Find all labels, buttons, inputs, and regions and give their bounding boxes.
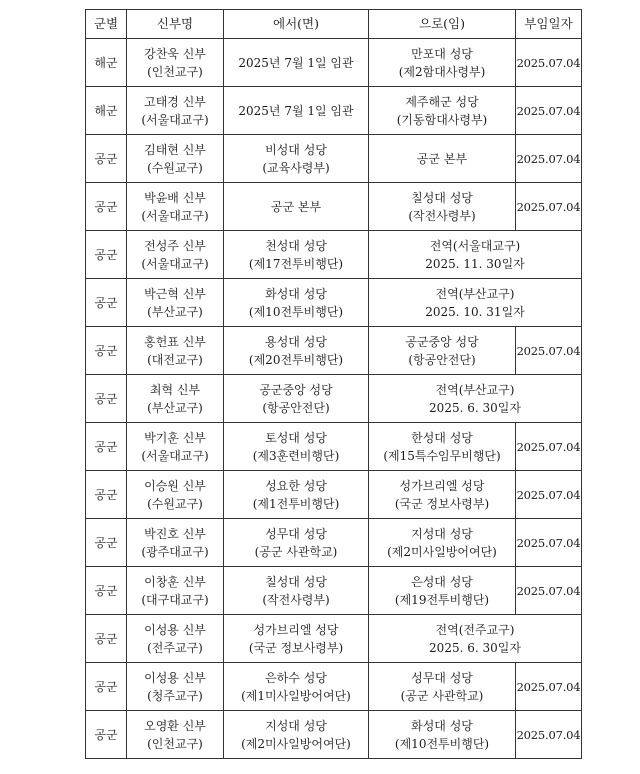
from-line-1: 천성대 성당: [265, 238, 327, 253]
priest-diocese: (서울대교구): [141, 208, 209, 223]
table-row: [86, 423, 582, 471]
table-row: [86, 615, 582, 663]
to-line-2: 2025. 6. 30일자: [429, 400, 521, 415]
header-branch: 군별: [86, 10, 127, 39]
to-line-2: (국군 정보사령부): [394, 496, 490, 511]
to-line-1: 공군중앙 성당: [405, 334, 479, 349]
cell-from: [224, 471, 369, 519]
cell-from: [224, 39, 369, 87]
from-line-1: 성무대 성당: [265, 526, 327, 541]
priest-name: 박진호 신부: [144, 526, 206, 541]
priest-name: 김태현 신부: [144, 142, 206, 157]
from-line-1: 2025년 7월 1일 임관: [238, 103, 354, 118]
table-row: [86, 327, 582, 375]
cell-branch: 해군: [86, 87, 127, 135]
cell-branch: 공군: [86, 327, 127, 375]
to-line-2: 2025. 10. 31일자: [425, 304, 525, 319]
table-row: [86, 567, 582, 615]
table-row: [86, 471, 582, 519]
from-line-2: (제2미사일방어여단): [241, 736, 351, 751]
from-line-2: (교육사령부): [262, 160, 330, 175]
to-line-1: 전역(전주교구): [435, 622, 515, 637]
priest-name: 박기훈 신부: [144, 430, 206, 445]
cell-priest: [127, 183, 224, 231]
cell-priest: [127, 519, 224, 567]
cell-priest: [127, 471, 224, 519]
table-row: [86, 231, 582, 279]
cell-branch: 공군: [86, 423, 127, 471]
header-to: 으로(임): [369, 10, 516, 39]
to-line-1: 한성대 성당: [411, 430, 473, 445]
cell-priest: [127, 423, 224, 471]
cell-priest: [127, 615, 224, 663]
cell-branch: 공군: [86, 135, 127, 183]
cell-from: [224, 279, 369, 327]
cell-from: [224, 231, 369, 279]
priest-diocese: (부산교구): [147, 304, 203, 319]
to-line-2: (작전사령부): [408, 208, 476, 223]
cell-date: 2025.07.04: [516, 519, 582, 567]
cell-from: [224, 183, 369, 231]
cell-branch: 공군: [86, 279, 127, 327]
header-row: [86, 10, 582, 39]
from-line-1: 공군중앙 성당: [259, 382, 333, 397]
from-line-2: (공군 사관학교): [254, 544, 338, 559]
cell-to: [369, 567, 516, 615]
table-row: [86, 519, 582, 567]
cell-to: [369, 39, 516, 87]
to-line-1: 공군 본부: [416, 151, 468, 166]
from-line-1: 은하수 성당: [265, 670, 327, 685]
table-body: [86, 39, 582, 759]
to-line-1: 전역(부산교구): [435, 382, 515, 397]
to-line-2: (항공안전단): [408, 352, 476, 367]
from-line-1: 성요한 성당: [265, 478, 327, 493]
priest-name: 박근혁 신부: [144, 286, 206, 301]
cell-priest: [127, 39, 224, 87]
priest-name: 홍헌표 신부: [144, 334, 206, 349]
priest-diocese: (청주교구): [147, 688, 203, 703]
cell-to: [369, 87, 516, 135]
header-date: 부임일자: [516, 10, 582, 39]
cell-priest: [127, 663, 224, 711]
cell-from: [224, 87, 369, 135]
to-line-2: (제2함대사령부): [398, 64, 486, 79]
priest-diocese: (인천교구): [147, 64, 203, 79]
to-line-2: (기동함대사령부): [396, 112, 488, 127]
cell-branch: 공군: [86, 567, 127, 615]
from-line-2: (항공안전단): [262, 400, 330, 415]
priest-name: 강찬욱 신부: [144, 46, 206, 61]
cell-from: [224, 663, 369, 711]
priest-name: 이창훈 신부: [144, 574, 206, 589]
to-line-2: (공군 사관학교): [400, 688, 484, 703]
cell-to: [369, 519, 516, 567]
cell-priest: [127, 135, 224, 183]
cell-date: 2025.07.04: [516, 423, 582, 471]
priest-diocese: (부산교구): [147, 400, 203, 415]
cell-from: [224, 375, 369, 423]
to-line-2: (제19전투비행단): [394, 592, 490, 607]
cell-to: [369, 375, 582, 423]
to-line-1: 만포대 성당: [411, 46, 473, 61]
cell-branch: 공군: [86, 375, 127, 423]
from-line-1: 화성대 성당: [265, 286, 327, 301]
cell-to: [369, 327, 516, 375]
priest-name: 전성주 신부: [144, 238, 206, 253]
from-line-1: 비성대 성당: [265, 142, 327, 157]
from-line-1: 용성대 성당: [265, 334, 327, 349]
cell-from: [224, 135, 369, 183]
cell-branch: 공군: [86, 663, 127, 711]
header-from: 에서(면): [224, 10, 369, 39]
cell-date: 2025.07.04: [516, 183, 582, 231]
cell-from: [224, 615, 369, 663]
priest-diocese: (인천교구): [147, 736, 203, 751]
priest-name: 이성용 신부: [144, 670, 206, 685]
to-line-1: 은성대 성당: [411, 574, 473, 589]
cell-priest: [127, 567, 224, 615]
cell-to: [369, 183, 516, 231]
table-row: [86, 279, 582, 327]
table-row: [86, 135, 582, 183]
from-line-1: 2025년 7월 1일 임관: [238, 55, 354, 70]
table-row: [86, 183, 582, 231]
cell-branch: 공군: [86, 711, 127, 759]
priest-diocese: (수원교구): [147, 496, 203, 511]
cell-priest: [127, 231, 224, 279]
priest-name: 오영환 신부: [144, 718, 206, 733]
cell-to: [369, 615, 582, 663]
from-line-2: (제1전투비행단): [252, 496, 340, 511]
cell-from: [224, 711, 369, 759]
from-line-1: 칠성대 성당: [265, 574, 327, 589]
priest-diocese: (대구대교구): [141, 592, 209, 607]
header-name: 신부명: [127, 10, 224, 39]
priest-name: 고태경 신부: [144, 94, 206, 109]
cell-branch: 공군: [86, 615, 127, 663]
cell-date: 2025.07.04: [516, 87, 582, 135]
cell-priest: [127, 279, 224, 327]
cell-branch: 해군: [86, 39, 127, 87]
from-line-2: (제10전투비행단): [248, 304, 344, 319]
to-line-1: 전역(부산교구): [435, 286, 515, 301]
priest-diocese: (서울대교구): [141, 448, 209, 463]
from-line-1: 성가브리엘 성당: [253, 622, 339, 637]
priest-name: 박윤배 신부: [144, 190, 206, 205]
priest-name: 최혁 신부: [149, 382, 201, 397]
to-line-1: 전역(서울대교구): [429, 238, 521, 253]
cell-to: [369, 471, 516, 519]
from-line-2: (제20전투비행단): [248, 352, 344, 367]
cell-to: [369, 279, 582, 327]
priest-diocese: (전주교구): [147, 640, 203, 655]
to-line-2: (제10전투비행단): [394, 736, 490, 751]
table-row: [86, 663, 582, 711]
from-line-2: (국군 정보사령부): [248, 640, 344, 655]
appointment-table: [85, 9, 582, 759]
cell-to: [369, 135, 516, 183]
cell-priest: [127, 327, 224, 375]
from-line-1: 지성대 성당: [265, 718, 327, 733]
from-line-1: 토성대 성당: [265, 430, 327, 445]
to-line-1: 화성대 성당: [411, 718, 473, 733]
cell-to: [369, 423, 516, 471]
priest-name: 이성용 신부: [144, 622, 206, 637]
from-line-2: (작전사령부): [262, 592, 330, 607]
cell-to: [369, 663, 516, 711]
cell-date: 2025.07.04: [516, 663, 582, 711]
cell-priest: [127, 375, 224, 423]
to-line-1: 지성대 성당: [411, 526, 473, 541]
cell-priest: [127, 87, 224, 135]
cell-priest: [127, 711, 224, 759]
cell-to: [369, 711, 516, 759]
cell-from: [224, 423, 369, 471]
from-line-2: (제1미사일방어여단): [241, 688, 351, 703]
cell-date: 2025.07.04: [516, 567, 582, 615]
from-line-2: (제3훈련비행단): [252, 448, 340, 463]
to-line-1: 제주해군 성당: [405, 94, 479, 109]
cell-branch: 공군: [86, 519, 127, 567]
to-line-2: (제15특수임무비행단): [383, 448, 501, 463]
priest-name: 이승원 신부: [144, 478, 206, 493]
priest-diocese: (수원교구): [147, 160, 203, 175]
priest-diocese: (서울대교구): [141, 256, 209, 271]
to-line-2: (제2미사일방어여단): [387, 544, 497, 559]
cell-to: [369, 231, 582, 279]
from-line-1: 공군 본부: [270, 199, 322, 214]
cell-from: [224, 327, 369, 375]
to-line-2: 2025. 6. 30일자: [429, 640, 521, 655]
from-line-2: (제17전투비행단): [248, 256, 344, 271]
table-row: [86, 39, 582, 87]
priest-diocese: (서울대교구): [141, 112, 209, 127]
cell-date: 2025.07.04: [516, 711, 582, 759]
to-line-2: 2025. 11. 30일자: [425, 256, 525, 271]
table-row: [86, 375, 582, 423]
cell-date: 2025.07.04: [516, 135, 582, 183]
cell-branch: 공군: [86, 471, 127, 519]
to-line-1: 성무대 성당: [411, 670, 473, 685]
cell-from: [224, 519, 369, 567]
cell-date: 2025.07.04: [516, 39, 582, 87]
cell-branch: 공군: [86, 231, 127, 279]
cell-date: 2025.07.04: [516, 471, 582, 519]
cell-date: 2025.07.04: [516, 327, 582, 375]
cell-from: [224, 567, 369, 615]
priest-diocese: (대전교구): [147, 352, 203, 367]
to-line-1: 성가브리엘 성당: [399, 478, 485, 493]
priest-diocese: (광주대교구): [141, 544, 209, 559]
cell-branch: 공군: [86, 183, 127, 231]
table-row: [86, 87, 582, 135]
table-row: [86, 711, 582, 759]
to-line-1: 칠성대 성당: [411, 190, 473, 205]
